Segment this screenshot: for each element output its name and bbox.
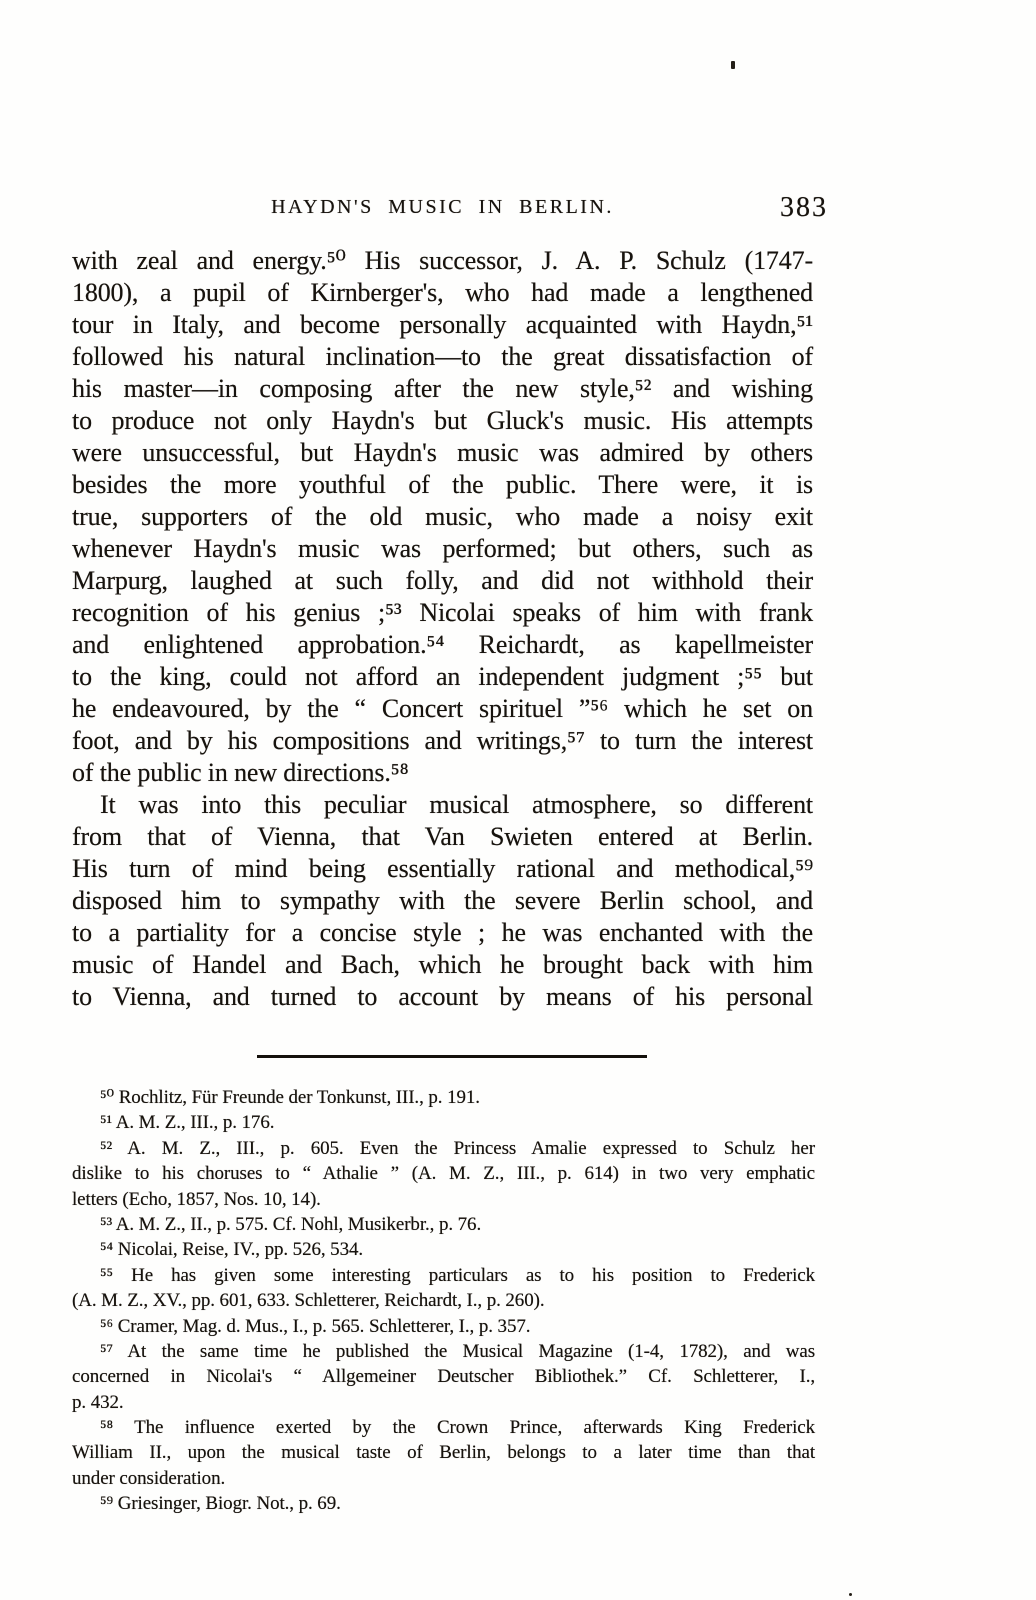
text-line: from that of Vienna, that Van Swieten entered at Berlin. xyxy=(72,822,813,851)
text-line: ⁵³ A. M. Z., II., p. 575. Cf. Nohl, Musikerbr., p. 76. xyxy=(100,1213,482,1235)
text-line: ⁵⁷ At the same time he published the Musical Magazine (1-4, 1782), and was xyxy=(100,1340,815,1362)
text-line: ⁵² A. M. Z., III., p. 605. Even the Princess Amalie expressed to Schulz her xyxy=(100,1137,815,1159)
text-line: of the public in new directions.⁵⁸ xyxy=(72,758,409,787)
text-line: tour in Italy, and become personally acquainted with Haydn,⁵¹ xyxy=(72,310,813,339)
text-line: his master—in composing after the new style,⁵² and wishing xyxy=(72,374,813,403)
text-line: ⁵⁹ Griesinger, Biogr. Not., p. 69. xyxy=(100,1493,341,1515)
text-line: dislike to his choruses to “ Athalie ” (A. M. Z., III., p. 614) in two very emphatic xyxy=(72,1163,815,1185)
body-text xyxy=(72,245,813,1013)
text-line: to Vienna, and turned to account by means of his personal xyxy=(72,982,813,1011)
text-line: (A. M. Z., XV., pp. 601, 633. Schletterer, Reichardt, I., p. 260). xyxy=(72,1290,545,1312)
scan-speck xyxy=(849,1593,852,1596)
text-line: to the king, could not afford an independent judgment ;⁵⁵ but xyxy=(72,662,813,691)
text-line: ⁵⁸ The influence exerted by the Crown Prince, afterwards King Frederick xyxy=(100,1417,815,1439)
text-line: followed his natural inclination—to the great dissatisfaction of xyxy=(72,342,813,371)
page-number: 383 xyxy=(780,192,828,223)
text-line: It was into this peculiar musical atmosphere, so different xyxy=(100,790,813,819)
scan-speck xyxy=(731,61,735,69)
text-line: ⁵⁴ Nicolai, Reise, IV., pp. 526, 534. xyxy=(100,1239,364,1261)
text-line: foot, and by his compositions and writings,⁵⁷ to turn the interest xyxy=(72,726,813,755)
footnotes xyxy=(72,1085,815,1517)
text-line: William II., upon the musical taste of Berlin, belongs to a later time than that xyxy=(72,1442,815,1464)
text-line: to a partiality for a concise style ; he was enchanted with the xyxy=(72,918,813,947)
text-line: p. 432. xyxy=(72,1391,124,1413)
text-line: with zeal and energy.⁵⁰ His successor, J. A. P. Schulz (1747- xyxy=(72,246,813,275)
text-line: to produce not only Haydn's but Gluck's music. His attempts xyxy=(72,406,813,435)
text-line: besides the more youthful of the public. There were, it is xyxy=(72,470,813,499)
text-line: ⁵⁵ He has given some interesting particulars as to his position to Frederick xyxy=(100,1264,815,1286)
text-line: were unsuccessful, but Haydn's music was admired by others xyxy=(72,438,813,467)
text-line: His turn of mind being essentially rational and methodical,⁵⁹ xyxy=(72,854,813,883)
text-line: recognition of his genius ;⁵³ Nicolai speaks of him with frank xyxy=(72,598,813,627)
text-line: true, supporters of the old music, who made a noisy exit xyxy=(72,502,813,531)
footnote-separator xyxy=(257,1055,647,1058)
running-head: HAYDN'S MUSIC IN BERLIN. xyxy=(271,196,614,218)
text-line: ⁵⁰ Rochlitz, Für Freunde der Tonkunst, III., p. 191. xyxy=(100,1087,480,1108)
text-line: under consideration. xyxy=(72,1467,226,1489)
text-line: disposed him to sympathy with the severe Berlin school, and xyxy=(72,886,813,915)
text-line: ⁵¹ A. M. Z., III., p. 176. xyxy=(100,1112,275,1134)
text-line: ⁵⁶ Cramer, Mag. d. Mus., I., p. 565. Schletterer, I., p. 357. xyxy=(100,1315,531,1337)
text-line: music of Handel and Bach, which he brought back with him xyxy=(72,950,813,979)
text-line: he endeavoured, by the “ Concert spirituel ”⁵⁶ which he set on xyxy=(72,694,813,723)
text-line: concerned in Nicolai's “ Allgemeiner Deutscher Bibliothek.” Cf. Schletterer, I., xyxy=(72,1366,815,1388)
text-line: letters (Echo, 1857, Nos. 10, 14). xyxy=(72,1188,321,1210)
text-line: and enlightened approbation.⁵⁴ Reichardt, as kapellmeister xyxy=(72,630,813,659)
text-line: Marpurg, laughed at such folly, and did not withhold their xyxy=(72,566,813,595)
text-line: 1800), a pupil of Kirnberger's, who had made a lengthened xyxy=(72,278,813,307)
text-line: whenever Haydn's music was performed; but others, such as xyxy=(72,534,813,563)
